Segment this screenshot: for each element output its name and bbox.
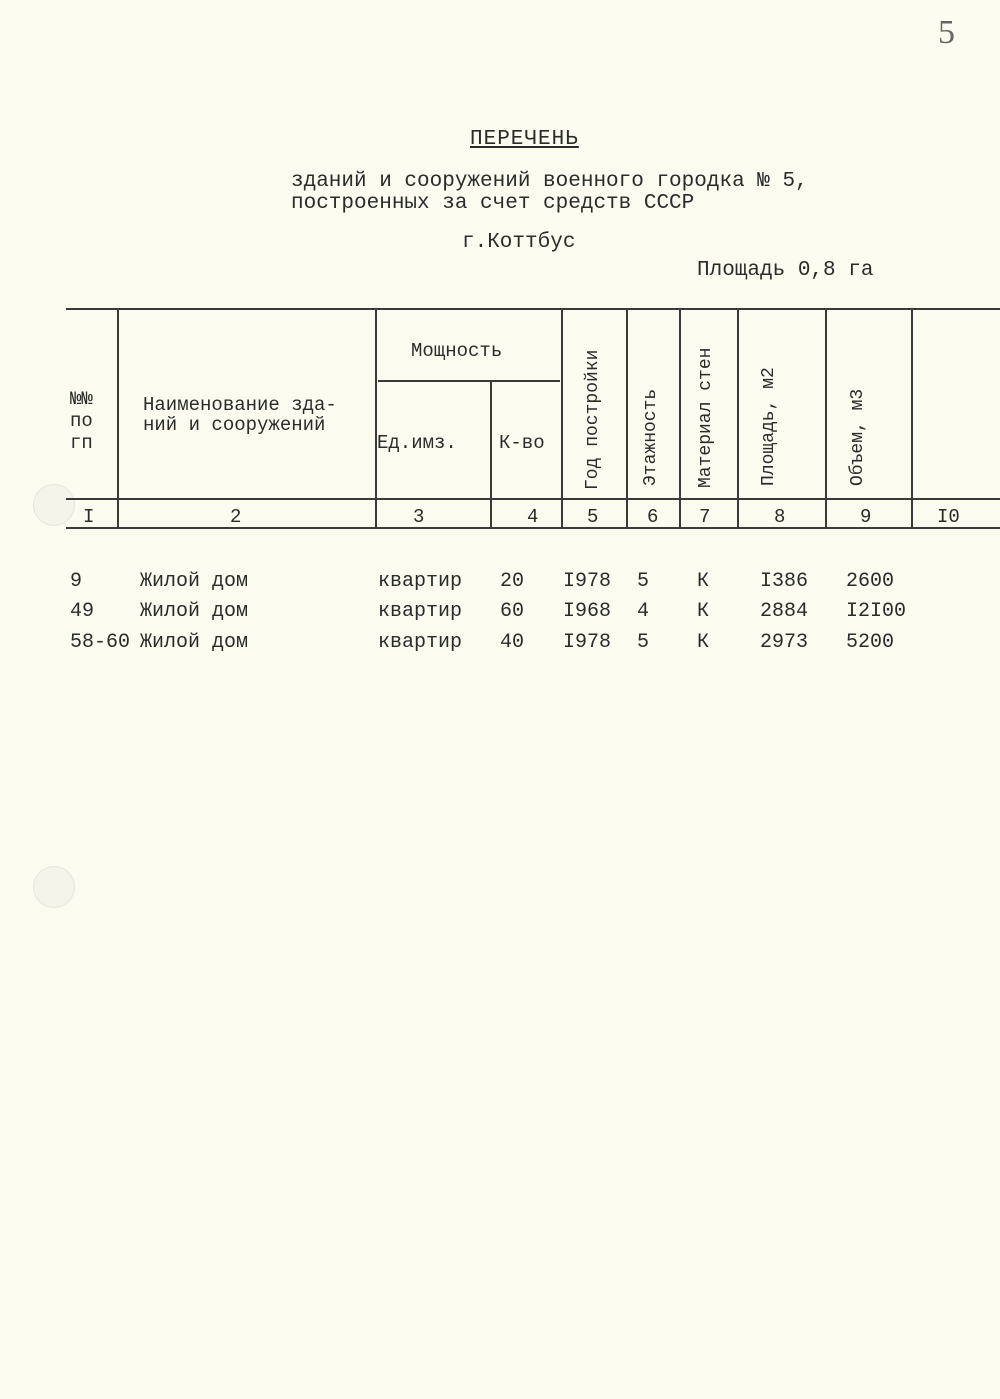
column-number: I0 [937,506,960,528]
subtitle-line-2: построенных за счет средств СССР [291,192,695,215]
cell-num: 9 [70,570,83,593]
cell-name: Жилой дом [140,631,249,654]
header-num-line1: №№ [70,388,93,410]
cell-year: I968 [563,600,612,623]
cell-volume: 5200 [846,631,895,654]
column-number: 8 [774,506,786,528]
header-name-line1: Наименование зда- [143,394,337,416]
cell-floors: 4 [637,600,650,623]
cell-name: Жилой дом [140,600,249,623]
header-floors: Этажность [641,388,661,486]
cell-unit: квартир [378,600,463,623]
subtitle-line-1: зданий и сооружений военного городка № 5, [291,170,808,193]
header-unit: Ед.имз. [377,432,457,454]
cell-material: К [697,600,710,623]
cell-volume: 2600 [846,570,895,593]
column-number: 2 [230,506,242,528]
header-capacity: Мощность [411,340,503,362]
column-number: 3 [413,506,425,528]
total-area: Площадь 0,8 га [697,259,874,282]
cell-unit: квартир [378,631,463,654]
column-number: 7 [699,506,711,528]
cell-qty: 40 [500,631,525,654]
header-qty: К-во [499,432,545,454]
column-number: 6 [647,506,659,528]
document-title: ПЕРЕЧЕНЬ [470,128,579,151]
header-name-line2: ний и сооружений [143,414,326,436]
header-num-line2: по [70,410,93,432]
cell-qty: 20 [500,570,525,593]
cell-name: Жилой дом [140,570,249,593]
header-area: Площадь, м2 [759,367,779,486]
cell-area: I386 [760,570,809,593]
column-number: 4 [527,506,539,528]
header-material: Материал стен [696,347,716,488]
column-number: 9 [860,506,872,528]
cell-floors: 5 [637,570,650,593]
cell-area: 2884 [760,600,809,623]
cell-volume: I2I00 [846,600,907,623]
cell-num: 58-60 [70,631,131,654]
header-year: Год постройки [583,349,603,490]
cell-area: 2973 [760,631,809,654]
punch-hole-top [33,484,75,526]
column-number: 5 [587,506,599,528]
header-num-line3: гп [70,432,93,454]
cell-year: I978 [563,570,612,593]
cell-year: I978 [563,631,612,654]
punch-hole-bottom [33,866,75,908]
city-name: г.Коттбус [462,231,576,254]
cell-material: К [697,631,710,654]
cell-material: К [697,570,710,593]
cell-num: 49 [70,600,95,623]
cell-floors: 5 [637,631,650,654]
header-volume: Объем, м3 [848,388,868,486]
cell-unit: квартир [378,570,463,593]
cell-qty: 60 [500,600,525,623]
column-number: I [83,506,95,528]
corner-page-mark: 5 [938,14,955,51]
